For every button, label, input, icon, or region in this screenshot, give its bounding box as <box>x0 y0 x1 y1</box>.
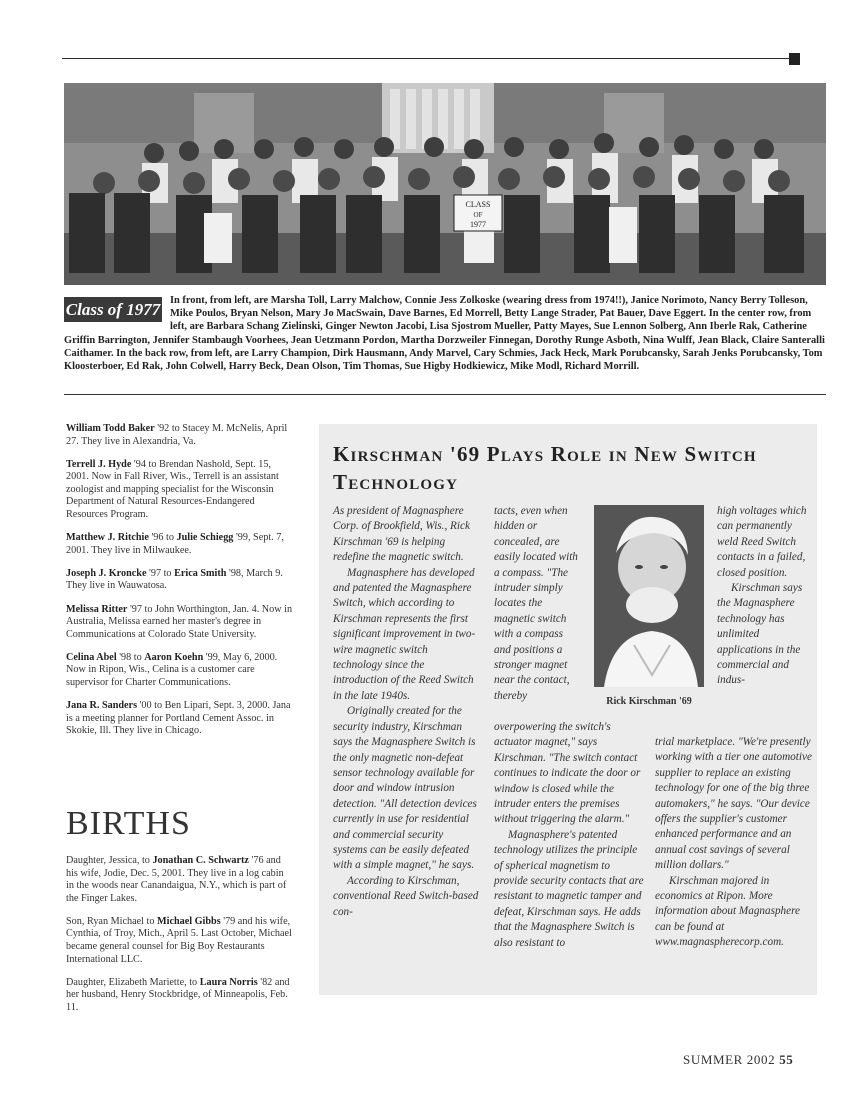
photo-caption-text: In front, from left, are Marsha Toll, Larry Malchow, Connie Jess Zolkoske (wearing dress from 1974!!), Janice Norimoto, Nancy Berry Tolleson, Mike Poulos, Bryan Nelson, Mary Jo MacSwain, Dave Barnes, Ed Morrell, Betty Lange Strader, Pat Bauer, Dave Eggert. In the center row, from left, are Barbara Schang Zielinski, Ginger Newton Jacobi, Lisa Sjostrom Mueller, Patty Mayes, Sue Lennon Solberg, Ann Iberle Rak, Catherine Griffin Barrington, Jennifer Stambaugh Voorhees, Jean Uetzmann Pordon, Martha Dorzweiler Finnegan, Dorothy Runge Asboth, Nina Wulff, Jean Black, Claire Santeralli Caithamer. In the back row, from left, are Larry Champion, Dirk Hausmann, Andy Marvel, Cary Schmies, Jack Heck, Mark Porubcansky, Sarah Jenks Porubcansky, Tom Kloosterboer, Ed Rak, John Colwell, Harry Beck, Dean Olson, Tim Thomas, Sue Higby Hodkiewicz, Mike Modl, Richard Morrill. <box>64 295 825 373</box>
births-heading: BIRTHS <box>66 805 191 842</box>
births-list <box>66 855 294 1025</box>
portrait-caption: Rick Kirschman '69 <box>606 696 692 707</box>
marriage-entry: Joseph J. Kroncke '97 to Erica Smith '98, March 9. They live in Wauwatosa. <box>66 567 283 592</box>
photo-sign-line1: CLASS <box>465 200 491 209</box>
feature-paragraph: Kirschman majored in economics at Ripon. More information about Magnasphere can be found at www.magnaspherecorp.com. <box>655 874 801 949</box>
feature-paragraph: Kirschman says the Magnasphere technology has unlimited applications in the commercial and indus- <box>717 582 803 687</box>
feature-paragraph: Magnasphere's patented technology utilizes the principle of spherical magnetism to provide security contacts that are resistant to magnetic tamper and defeat, Kirschman says. He adds that the Magnasphere Switch is also resistant to <box>494 828 644 949</box>
marriage-entry: William Todd Baker '92 to Stacey M. McNelis, April 27. They live in Alexandria, Va. <box>66 423 288 447</box>
top-rule <box>62 58 792 59</box>
page-folio <box>683 1052 793 1068</box>
marriages-list <box>66 423 296 748</box>
issue-season: SUMMER 2002 <box>683 1052 776 1067</box>
caption-rule <box>64 394 826 395</box>
feature-column-2-bottom <box>494 720 645 951</box>
birth-entry: Daughter, Jessica, to Jonathan C. Schwartz '76 and his wife, Jodie, Dec. 5, 2001. They live in a log cabin in the woods near Canandaigua, N.Y., which is part of the Finger Lakes. <box>66 855 287 904</box>
group-photo-drawing <box>64 83 826 285</box>
birth-entry: Daughter, Elizabeth Mariette, to Laura Norris '82 and her husband, Henry Stockbridge, of Minneapolis, Feb. 11. <box>66 976 290 1013</box>
feature-paragraph: Originally created for the security industry, Kirschman says the Magnasphere Switch is the only magnetic non-defeat sensor technology available for door and window intrusion detection. "All detection devices currently in use for residential and commercial security systems can be easily defeated with a simple magnet," he says. <box>333 705 477 872</box>
class-of-1977-group-photo <box>64 83 826 285</box>
feature-headline: Kirschman '69 Plays Role in New Switch Technology <box>333 442 757 494</box>
marriage-entry: Jana R. Sanders '00 to Ben Lipari, Sept. 3, 2000. Jana is a meeting planner for Portland Cement Assoc. in Skokie, Ill. They live in Chicago. <box>66 700 291 737</box>
feature-paragraph: trial marketplace. "We're presently working with a tier one automotive supplier to replace an existing technology for one of the big three automakers," he says. "Our device offers the supplier's customer enhanced performance and an annual cost savings of several million dollars." <box>655 736 812 872</box>
marriage-entry: Matthew J. Ritchie '96 to Julie Schiegg '99, Sept. 7, 2001. They live in Milwaukee. <box>66 532 284 556</box>
portrait-drawing <box>594 505 704 687</box>
feature-paragraph: tacts, even when hidden or concealed, are easily located with a compass. "The intruder simply locates the magnetic switch with a compass and positions a stronger magnet near the contact, thereby <box>494 505 578 702</box>
rick-kirschman-portrait <box>594 505 704 687</box>
marriage-entry: Melissa Ritter '97 to John Worthington, Jan. 4. Now in Australia, Melissa earned her master's degree in Communications at Colorado State University. <box>66 603 293 640</box>
feature-paragraph: overpowering the switch's actuator magnet," says Kirschman. "The switch contact continues to indicate the door or window is closed while the intruder enters the premises without triggering the alarm." <box>494 721 641 826</box>
feature-column-2-top <box>494 504 580 704</box>
marriage-entry: Celina Abel '98 to Aaron Koehn '99, May 6, 2000. Now in Ripon, Wis., Celina is a customer care supervisor for Charter Communications. <box>66 651 278 688</box>
page-number: 55 <box>779 1052 794 1067</box>
marriage-entry: Terrell J. Hyde '94 to Brendan Nashold, Sept. 15, 2001. Now in Fall River, Wis., Terrell is an assistant zoologist and mapping specialist for the Wisconsin Department of Natural Resources-Endangered Resources Program. <box>66 458 279 521</box>
feature-paragraph: As president of Magnasphere Corp. of Brookfield, Wis., Rick Kirschman '69 is helping redefine the magnetic switch. <box>333 505 470 564</box>
corner-square-ornament <box>789 53 800 65</box>
birth-entry: Son, Ryan Michael to Michael Gibbs '79 and his wife, Cynthia, of Troy, Mich., April 5. Last October, Michael became general counsel for Big Boy Restaurants International LLC. <box>66 915 292 965</box>
feature-paragraph: Magnasphere has developed and patented the Magnasphere Switch, which according to Kirschman represents the first significant improvement in two-wire magnetic switch technology since the introduction of the Reed Switch in the late 1940s. <box>333 566 476 702</box>
feature-column-1 <box>333 504 479 920</box>
feature-column-3-top <box>717 504 813 689</box>
photo-sign-line3: 1977 <box>470 220 486 229</box>
photo-sign-line2: OF <box>473 211 483 219</box>
class-of-1977-badge: Class of 1977 <box>64 297 162 322</box>
feature-paragraph: high voltages which can permanently weld Reed Switch contacts in a failed, closed position. <box>717 505 807 579</box>
feature-column-3-bottom <box>655 735 813 951</box>
feature-paragraph: According to Kirschman, conventional Reed Switch-based con- <box>333 874 479 918</box>
photo-caption <box>64 294 826 373</box>
